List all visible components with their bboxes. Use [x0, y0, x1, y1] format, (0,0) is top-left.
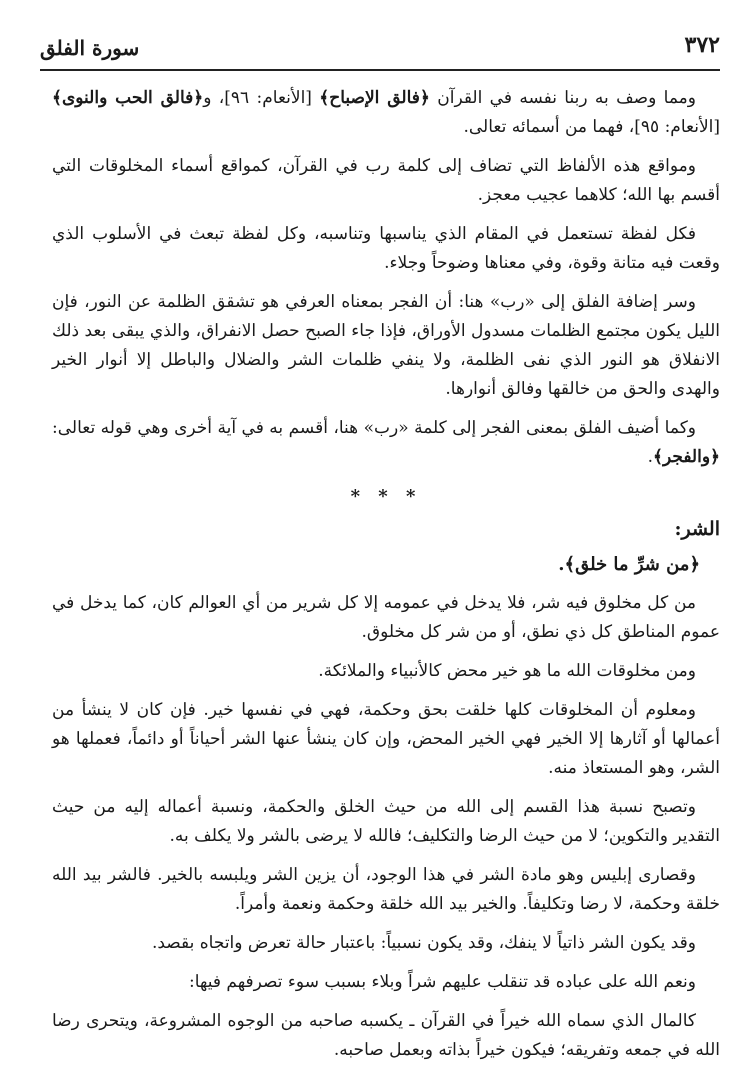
paragraph-4: وسر إضافة الفلق إلى «رب» هنا: أن الفجر بمعناه العرفي هو تشقق الظلمة عن النور، فإن الليل يكون مجتمع الظلمات مسدول الأوراق، فإذا جاء الصبح حصل الانفراق، والذي يبقى بعد ذلك الانفلاق هو النور الذي نفى الظلمة، ولا ينفي ظلمات الشر والضلال والباطل إلا أنوار الخير والهدى والحق من خالقها وفالق أنوارها. — [52, 292, 720, 399]
quran-quote-falq-al-isbah: ﴿فالق الإصباح﴾ — [319, 88, 430, 108]
page-body — [52, 84, 720, 1075]
verse-quote: ﴿من شرِّ ما خلق﴾. — [558, 554, 700, 575]
section-paragraph-3: ومعلوم أن المخلوقات كلها خلقت بحق وحكمة، فهي في نفسها خير. فإن كان لا ينشأ من أعمالها أو آثارها إلا الخير فهي الخير المحض، وإن كان ينشأ عنها الشر أحياناً أو دائماً، فعملها هو الشر، وهو المستعاذ منه. — [52, 700, 721, 778]
quran-quote-wal-fajr: ﴿والفجر﴾ — [653, 447, 720, 467]
section-paragraph-8: كالمال الذي سماه الله خيراً في القرآن ـ يكسبه صاحبه من الوجوه المشروعة، ويتحرى رضا الله في جمعه وتفريقه؛ فيكون خيراً بذاته وبعمل صاحبه. — [52, 1011, 720, 1060]
paragraph-1-part-a: ومما وصف به ربنا نفسه في القرآن — [429, 88, 696, 108]
section-separator: * * * — [350, 486, 422, 507]
paragraph-1 — [52, 84, 720, 142]
section-paragraph-4: وتصبح نسبة هذا القسم إلى الله من حيث الخلق والحكمة، ونسبة أعماله إليه من حيث التقدير والتكوين؛ لا من حيث الرضا والتكليف؛ فالله لا يرضى بالشر ولا يكلف به. — [52, 797, 720, 846]
section-paragraph-7: ونعم الله على عباده قد تنقلب عليهم شراً وبلاء بسبب سوء تصرفهم فيها: — [189, 972, 696, 992]
page-header — [40, 14, 720, 68]
paragraph-5 — [52, 414, 720, 472]
section-heading: الشر: — [674, 518, 720, 540]
section-paragraph-6: وقد يكون الشر ذاتياً لا ينفك، وقد يكون نسبياً: باعتبار حالة تعرض واتجاه بقصد. — [151, 933, 696, 953]
paragraph-1-part-c: [الأنعام: ٩٦]، و — [203, 88, 320, 108]
section-paragraph-5: وقصارى إبليس وهو مادة الشر في هذا الوجود، أن يزين الشر ويلبسه بالخير. فالشر بيد الله خلقة وحكمة، لا رضا وتكليفاً. والخير بيد الله خلقة وحكمة ونعمة وأمراً. — [52, 865, 720, 914]
section-paragraph-2: ومن مخلوقات الله ما هو خير محض كالأنبياء والملائكة. — [318, 661, 696, 681]
paragraph-1-part-e: [الأنعام: ٩٥]، فهما من أسمائه تعالى. — [463, 117, 720, 137]
quran-quote-falq-al-habb: ﴿فالق الحب والنوى﴾ — [52, 88, 204, 108]
paragraph-5-part-c: . — [647, 447, 653, 467]
page-number: ٣٧٢ — [684, 32, 720, 58]
paragraph-2: ومواقع هذه الألفاظ التي تضاف إلى كلمة رب في القرآن، كمواقع أسماء المخلوقات التي أقسم بها الله؛ كلاهما عجيب معجز. — [52, 156, 720, 205]
paragraph-5-part-a: وكما أضيف الفلق بمعنى الفجر إلى كلمة «رب» هنا، أقسم به في آية أخرى وهي قوله تعالى: — [52, 418, 696, 438]
header-divider — [40, 69, 720, 71]
section-paragraph-1: من كل مخلوق فيه شر، فلا يدخل في عمومه إلا كل شرير من أي العوالم كان، كما يدخل في عموم المناطق كل ذي نطق، أو من شر كل مخلوق. — [52, 593, 720, 642]
paragraph-3: فكل لفظة تستعمل في المقام الذي يناسبها وتناسبه، وكل لفظة تبعث في الأسلوب الذي وقعت فيه متانة وقوة، وفي معناها وضوحاً وجلاء. — [52, 224, 720, 273]
running-title: سورة الفلق — [40, 36, 140, 60]
